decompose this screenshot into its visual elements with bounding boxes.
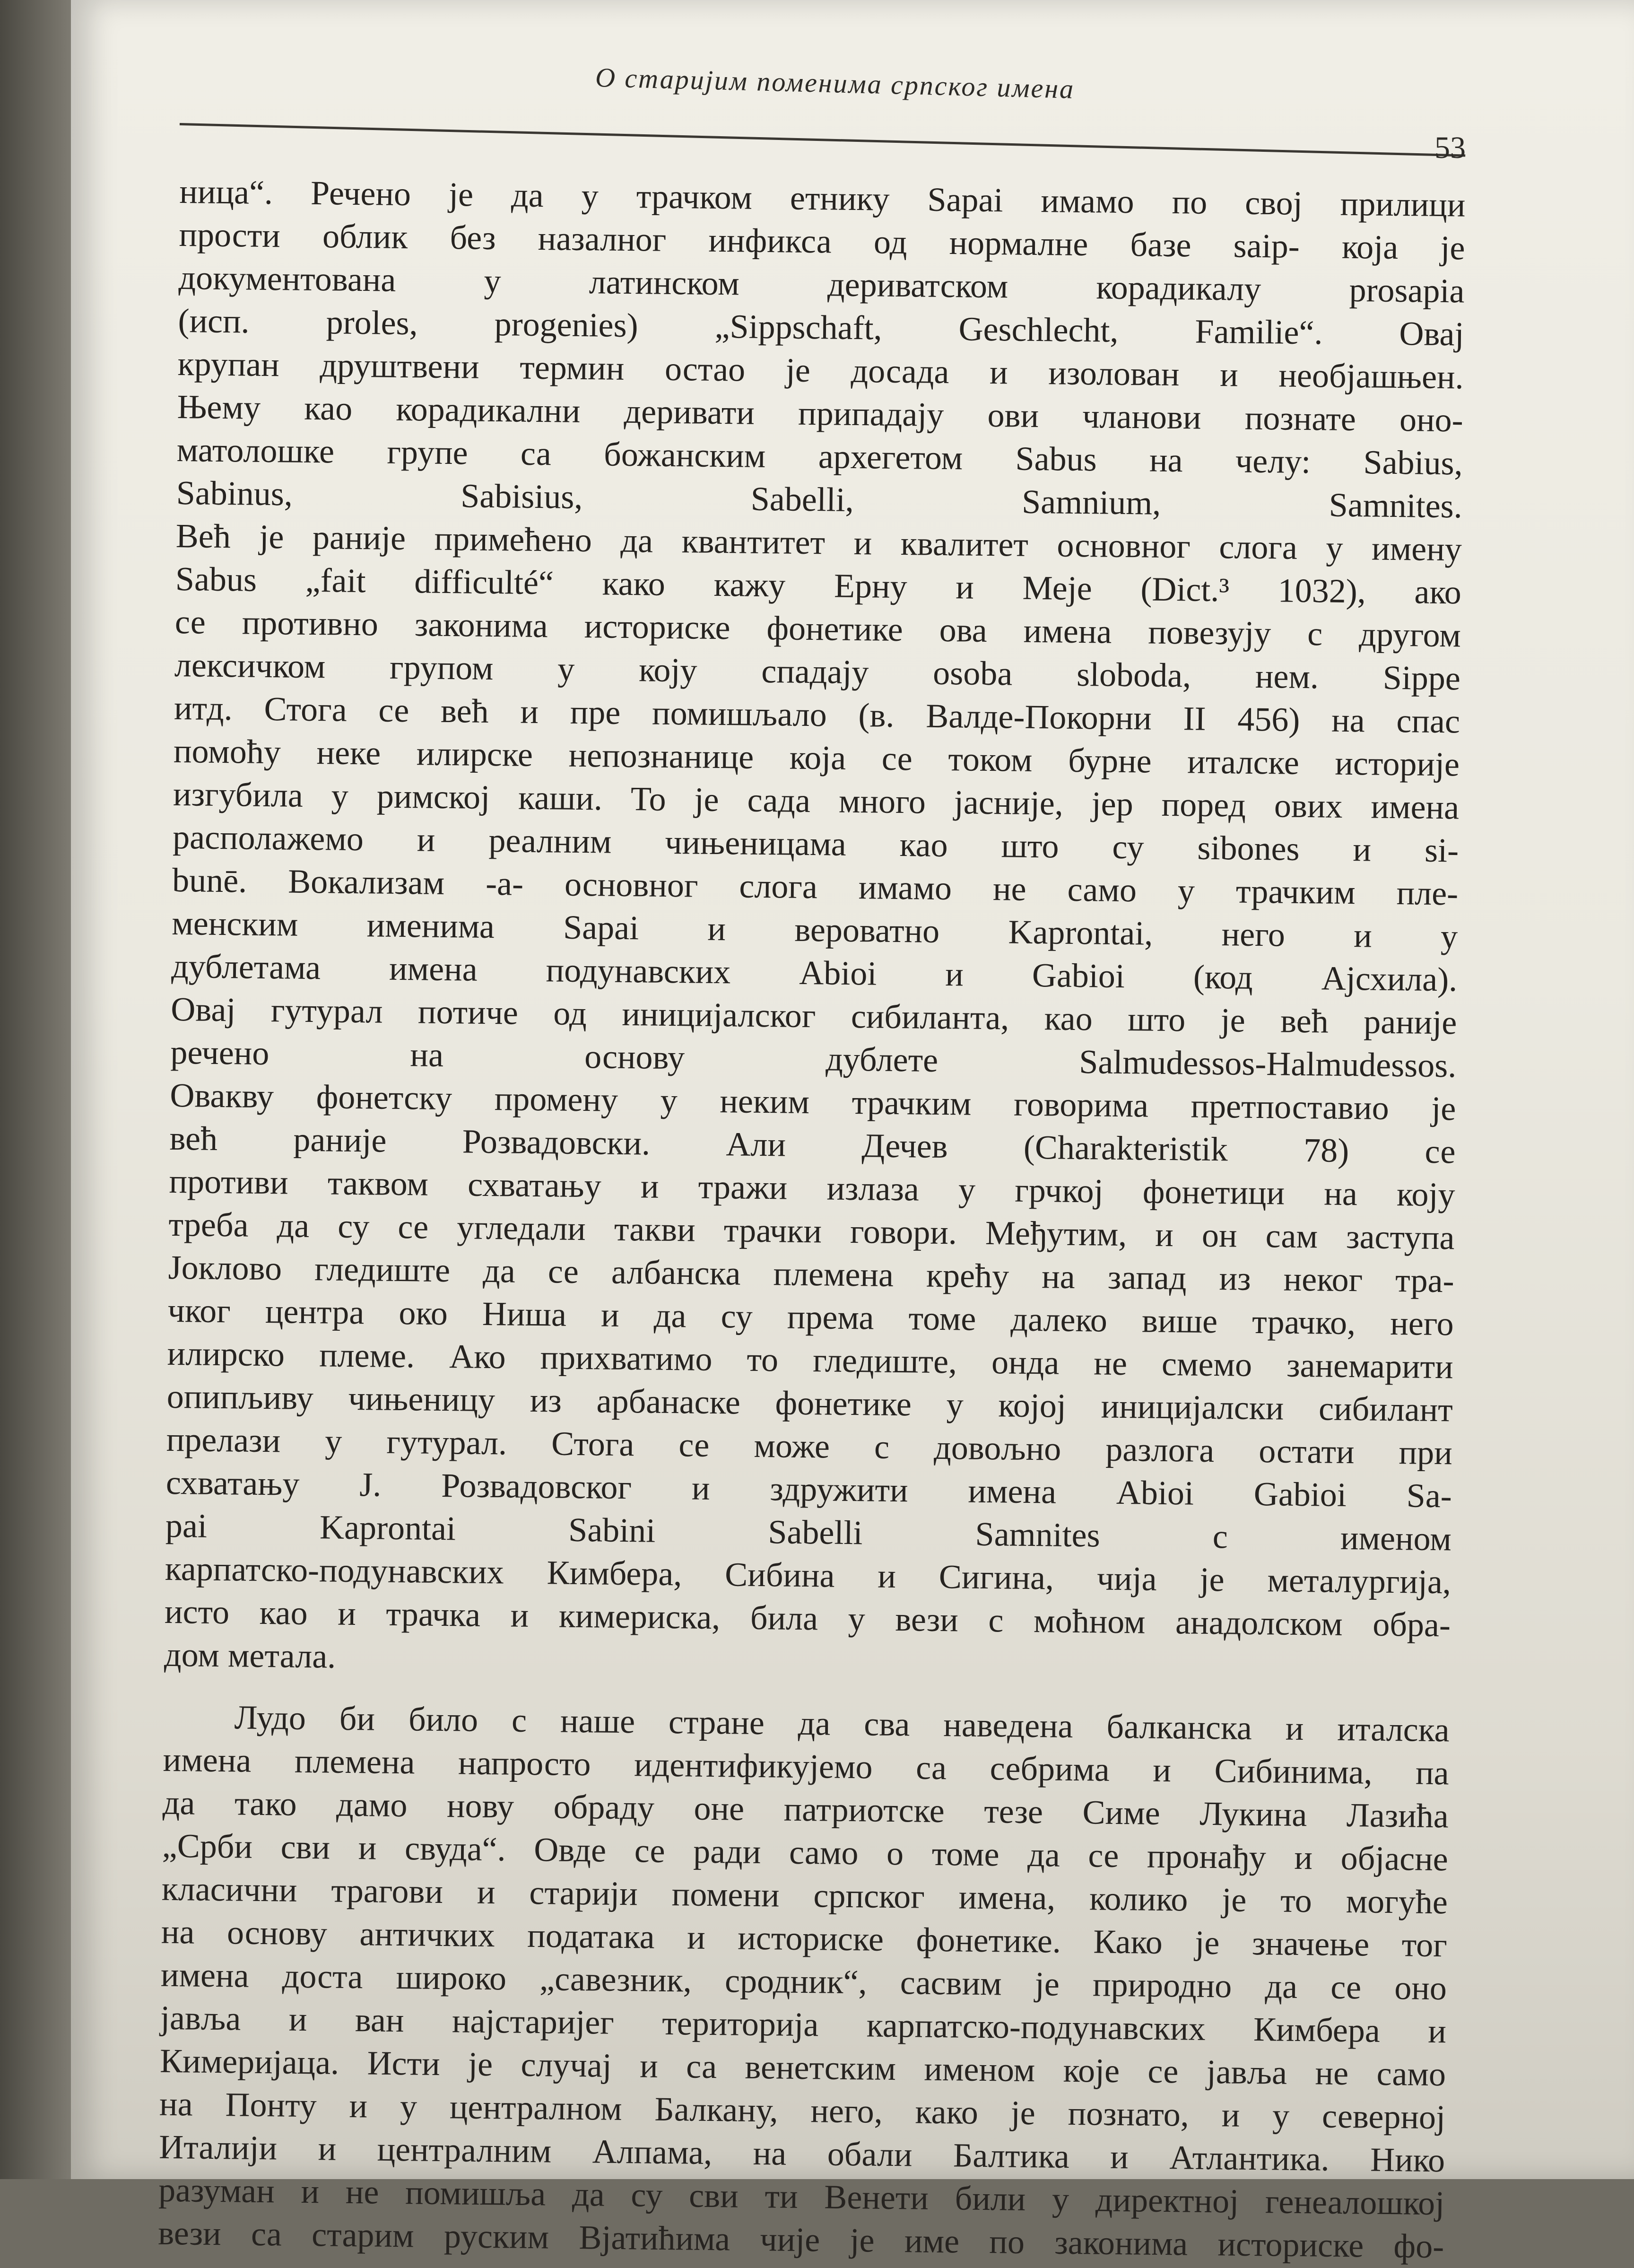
text-line: крупан друштвени термин остао је досада и изолован и необјашњен. <box>177 344 1464 396</box>
text-line: јавља и ван најстаријег територија карпатско-подунавских Кимбера и <box>160 1998 1447 2050</box>
text-line: Већ је раније примећено да квантитет и квалитет основног слога у имену <box>175 516 1462 568</box>
text-line: илирско племе. Ако прихватимо то гледиште, онда не смемо занемарити <box>167 1334 1454 1386</box>
text-line: карпатско-подунавских Кимбера, Сибина и Сигина, чија је металургија, <box>165 1549 1451 1601</box>
text-line: разуман и не помишља да су сви ти Венети били у директној генеалошкој <box>158 2171 1445 2223</box>
page-number: 53 <box>1434 131 1466 165</box>
text-line: Sabus „fait difficulté“ како кажу Ерну и Меје (Dict.³ 1032), ако <box>175 559 1462 611</box>
text-line: опипљиву чињеницу из арбанаске фонетике у којој иницијалски сибилант <box>166 1377 1453 1429</box>
text-line: Њему као корадикални деривати припадају ови чланови познате оно- <box>177 387 1464 439</box>
text-line: већ раније Розвадовски. Али Дечев (Charakteristik 78) се <box>169 1119 1456 1171</box>
text-line: изгубила у римској каши. То је сада много јасније, јер поред ових имена <box>173 775 1460 827</box>
text-line: да тако дамо нову обраду оне патриотске тезе Симе Лукина Лазића <box>162 1783 1449 1835</box>
text-line: Италији и централним Алпама, на обали Балтика и Атлантика. Нико <box>158 2128 1445 2180</box>
text-line: Sabinus, Sabisius, Sabelli, Samnium, Samnites. <box>176 473 1463 525</box>
text-line: Овакву фонетску промену у неким трачким говорима претпоставио је <box>170 1076 1456 1128</box>
running-title: О старијим поменима српског имена <box>595 61 1075 105</box>
text-line: bunē. Вокализам -a- основног слога имамо не само у трачким пле- <box>172 861 1459 913</box>
text-line: треба да су се угледали такви трачки говори. Међутим, и он сам заступа <box>168 1205 1455 1257</box>
text-line: противи таквом схватању и тражи излаза у грчкој фонетици на коју <box>169 1162 1455 1214</box>
text-line: „Срби сви и свуда“. Овде се ради само о томе да се пронађу и објасне <box>162 1826 1449 1878</box>
text-line: матолошке групе са божанским архегетом Sabus на челу: Sabius, <box>176 430 1463 482</box>
text-line: прелази у гутурал. Стога се може с довољно разлога остати при <box>166 1420 1453 1472</box>
body-text <box>158 170 1466 2268</box>
book-page <box>71 0 1634 2266</box>
text-line: документована у латинском дериватском корадикалу prosapia <box>178 258 1465 310</box>
text-line: класични трагови и старији помени српског имена, колико је то могуће <box>161 1869 1448 1921</box>
text-line: се противно законима историске фонетике ова имена повезују с другом <box>174 602 1461 654</box>
text-line: итд. Стога се већ и пре помишљало (в. Валде-Покорни II 456) на спас <box>174 689 1460 741</box>
page-header <box>180 52 1475 165</box>
text-line: Лудо би било с наше стране да сва наведена балканска и италска <box>234 1698 1450 1749</box>
text-line: прости облик без назалног инфикса од нормалне базе saip- која је <box>179 215 1465 267</box>
text-line: исто као и трачка и кимериска, била у вези с моћном анадолском обра- <box>164 1592 1451 1644</box>
text-line: дом метала. <box>164 1635 336 1675</box>
text-line: на Понту и у централном Балкану, него, како је познато, и у северној <box>159 2085 1446 2137</box>
text-line: имена племена напросто идентификујемо са себрима и Сибинима, па <box>163 1740 1450 1792</box>
text-line: имена доста широко „савезник, сродник“, сасвим је природно да се оно <box>160 1955 1447 2007</box>
text-line: помоћу неке илирске непознанице која се током бурне италске историје <box>173 732 1460 784</box>
text-line: вези са старим руским Вјатићима чије је име по законима историске фо- <box>157 2214 1444 2266</box>
text-line: схватању Ј. Розвадовског и здружити имена Abioi Gabioi Sa- <box>165 1463 1452 1515</box>
text-line: менским именима Sapai и вероватно Kaprontai, него и у <box>171 904 1458 956</box>
text-line: речено на основу дублете Salmudessos-Halmudessos. <box>170 1033 1457 1085</box>
text-line: дублетама имена подунавских Abioi и Gabioi (код Ајсхила). <box>171 947 1458 999</box>
text-line: на основу античких података и историске фонетике. Како је значење тог <box>161 1912 1448 1964</box>
text-line: Јоклово гледиште да се албанска племена крећу на запад из неког тра- <box>168 1248 1454 1300</box>
paragraph <box>158 1695 1450 2268</box>
text-line: Овај гутурал потиче од иницијалског сибиланта, као што је већ раније <box>171 990 1457 1042</box>
text-line: pai Kaprontai Sabini Sabelli Samnites с именом <box>165 1506 1452 1558</box>
text-line: (исп. proles, progenies) „Sippschaft, Geschlecht, Familie“. Овај <box>178 301 1464 353</box>
text-line: Кимеријаца. Исти је случај и са венетским именом које се јавља не само <box>159 2041 1446 2094</box>
text-line: лексичком групом у коју спадају osoba sloboda, нем. Sippe <box>174 646 1461 698</box>
text-line: располажемо и реалним чињеницама као што су sibones и si- <box>172 818 1459 870</box>
text-line: чког центра око Ниша и да су према томе далеко више трачко, него <box>167 1291 1454 1343</box>
text-line: ница“. Речено је да у трачком етнику Sapai имамо по свој прилици <box>179 172 1466 224</box>
header-rule <box>180 123 1465 157</box>
paragraph <box>164 170 1466 1690</box>
